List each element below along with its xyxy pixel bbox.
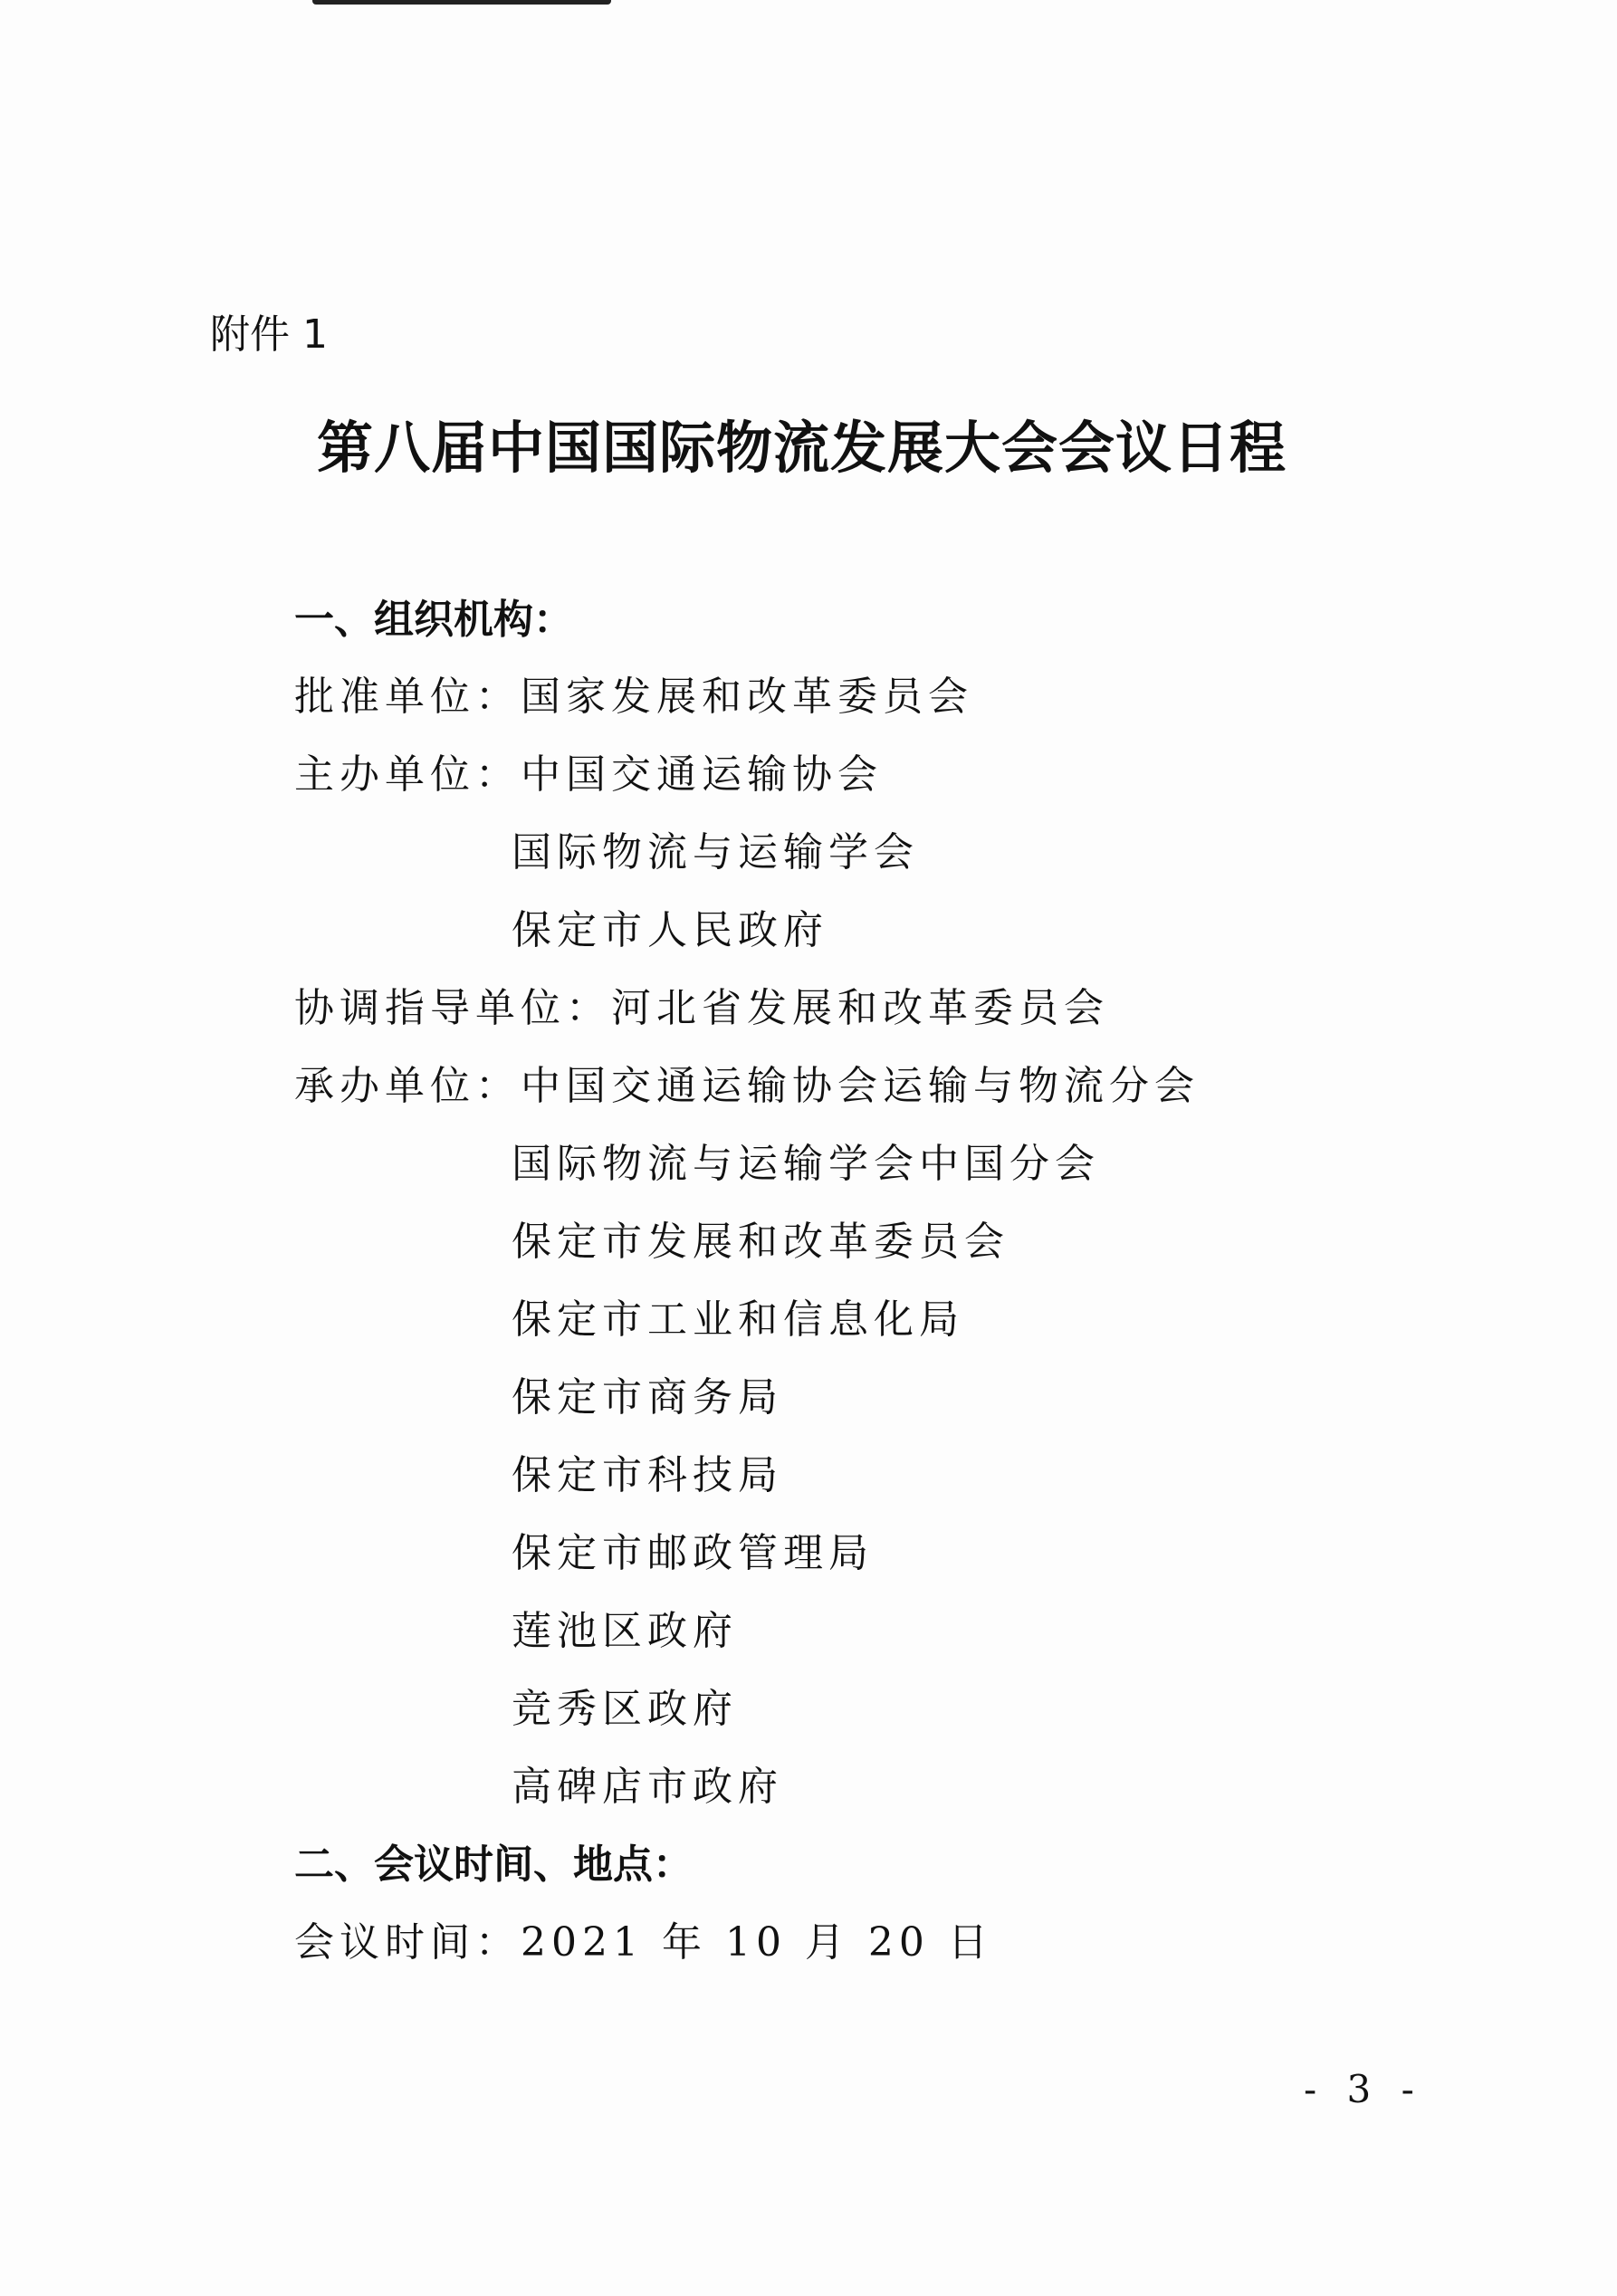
organizer-unit-value: 中国交通运输协会运输与物流分会: [521, 1063, 1200, 1109]
section-heading-organization: 一、组织机构：: [294, 597, 573, 643]
guidance-unit-label: 协调指导单位：: [294, 985, 611, 1031]
host-unit-item: 保定市人民政府: [512, 907, 828, 953]
meeting-time-label: 会议时间：: [294, 1919, 521, 1966]
guidance-unit-value: 河北省发展和改革委员会: [611, 985, 1109, 1031]
approval-unit-line: [294, 670, 973, 724]
organizer-unit-item: 保定市工业和信息化局: [512, 1296, 964, 1343]
meeting-time-value: 2021 年 10 月 20 日: [521, 1919, 993, 1966]
organizer-unit-item: 保定市商务局: [512, 1374, 783, 1421]
scan-edge-mark: [312, 0, 611, 5]
organizer-unit-label: 承办单位：: [294, 1063, 521, 1109]
host-unit-label: 主办单位：: [294, 751, 521, 798]
host-unit-item: 国际物流与运输学会: [512, 829, 919, 875]
organizer-unit-item: 高碑店市政府: [512, 1764, 783, 1810]
guidance-unit-line: [294, 981, 1109, 1036]
organizer-unit-item: 莲池区政府: [512, 1608, 738, 1654]
organizer-unit-item: 保定市科技局: [512, 1452, 783, 1498]
organizer-unit-item: 国际物流与运输学会中国分会: [512, 1141, 1100, 1187]
approval-unit-value: 国家发展和改革委员会: [521, 674, 973, 720]
organizer-unit-item: 竞秀区政府: [512, 1686, 738, 1732]
organizer-unit-item: 保定市邮政管理局: [512, 1530, 874, 1576]
host-unit-line: [294, 748, 883, 802]
meeting-time-line: [294, 1916, 993, 1970]
organizer-unit-item: 保定市发展和改革委员会: [512, 1219, 1009, 1265]
attachment-label: 附件 1: [210, 311, 328, 358]
document-title: 第八届中国国际物流发展大会会议日程: [317, 415, 1287, 481]
page-number: - 3 -: [1304, 2067, 1423, 2111]
section-heading-time-place: 二、会议时间、地点：: [294, 1842, 693, 1888]
approval-unit-label: 批准单位：: [294, 674, 521, 720]
organizer-unit-line: [294, 1059, 1200, 1114]
host-unit-value: 中国交通运输协会: [521, 751, 883, 798]
